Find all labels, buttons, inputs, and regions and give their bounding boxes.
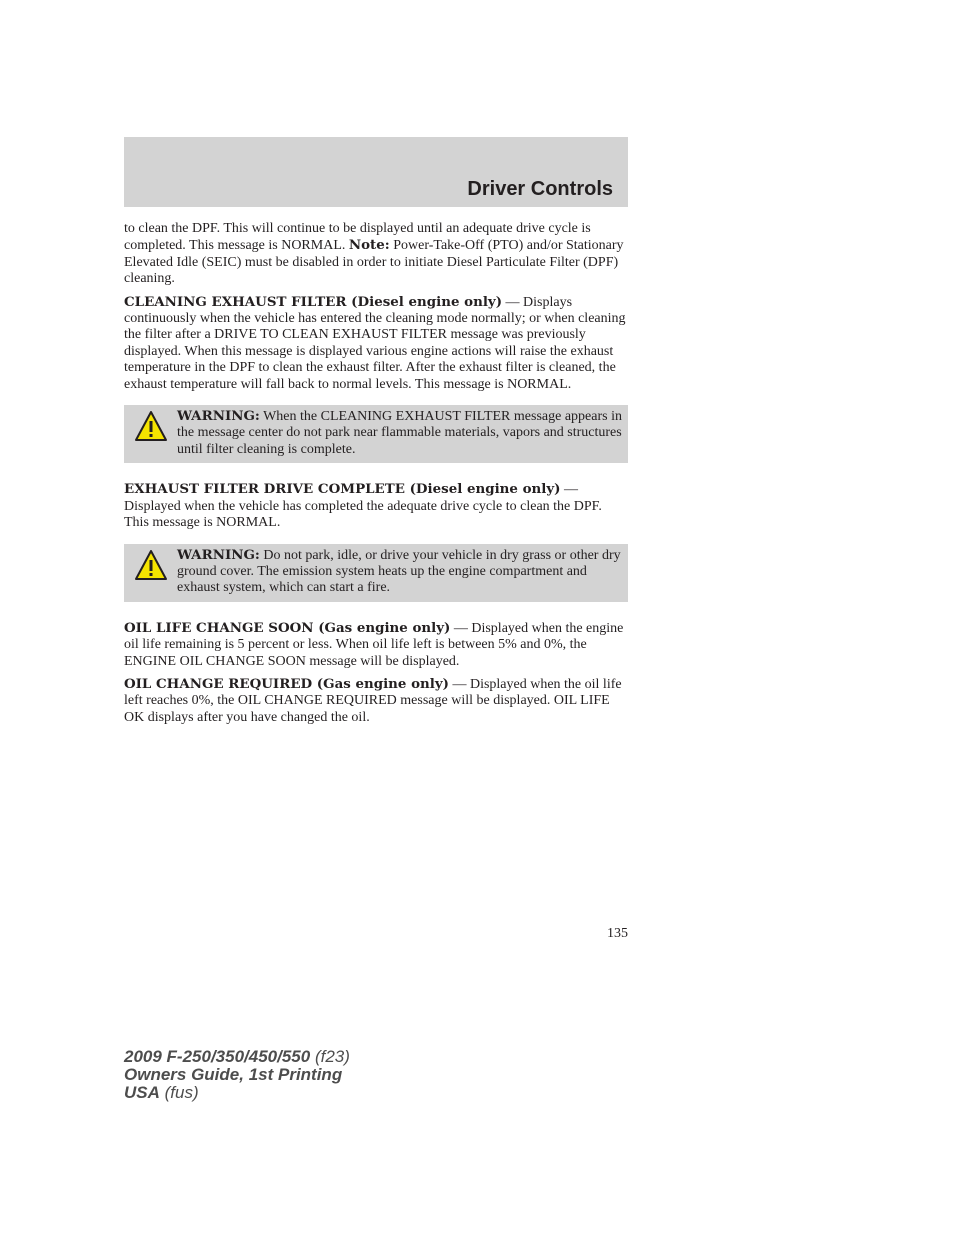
footer-model: 2009 F-250/350/450/550 [124,1047,311,1066]
paragraph-dpf-cleaning [124,221,628,288]
footer-line-guide [124,1066,350,1084]
message-description: — Displayed when the vehicle has completed the adequate drive cycle to clean the DPF. This message is NORMAL. [124,482,602,531]
section-title: Driver Controls [467,178,613,200]
footer-model-code: (f23) [310,1047,350,1066]
paragraph-exhaust-filter-drive-complete [124,481,628,531]
note-label: Note: [348,237,390,254]
warning-triangle-icon [134,549,168,583]
message-term: OIL CHANGE REQUIRED (Gas engine only) [124,675,449,692]
message-description: — Displays continuously when the vehicle has entered the cleaning mode normally; or when cleaning the filter after a DRIVE TO CLEAN EXHAUST FILTER message was previously displayed. When this message is displayed various engine actions will raise the exhaust temperature in the DPF to clean the exhaust filter. After the exhaust filter is cleaned, the exhaust temperature will fall back to normal levels. This message is NORMAL. [124,294,626,392]
page-number: 135 [607,926,628,941]
warning-label: WARNING: [177,546,260,563]
warning-message: When the CLEANING EXHAUST FILTER message appears in the message center do not park near flammable materials, vapors and structures until filter cleaning is complete. [177,409,622,457]
note-text: Power-Take-Off (PTO) and/or Stationary Elevated Idle (SEIC) must be disabled in order to initiate Diesel Particulate Filter (DPF) cleaning. [124,238,624,287]
section-header-band [124,137,628,207]
footer-region-code: (fus) [159,1083,199,1102]
paragraph-cleaning-exhaust-filter [124,294,628,393]
document-footer [124,1048,350,1102]
warning-label: WARNING: [177,408,260,425]
warning-message: Do not park, idle, or drive your vehicle in dry grass or other dry ground cover. The emission system heats up the engine compartment and exhaust system, which can start a fire. [177,547,621,596]
warning-text [130,547,622,597]
paragraph-text: to clean the DPF. This will continue to be displayed until an adequate drive cycle is completed. This message is NORMAL. [124,221,591,254]
message-description: — Displayed when the engine oil life remaining is 5 percent or less. When oil life left is between 5% and 0%, the ENGINE OIL CHANGE SOON message will be displayed. [124,620,624,669]
warning-text [130,408,622,458]
warning-triangle-icon [134,410,168,444]
paragraph-oil-life-change-soon [124,620,628,670]
message-term: EXHAUST FILTER DRIVE COMPLETE (Diesel engine only) [124,481,561,498]
message-term: OIL LIFE CHANGE SOON (Gas engine only) [124,619,451,636]
paragraph-oil-change-required [124,676,628,726]
warning-box-flammable [124,405,628,463]
page-content [124,221,628,732]
message-term: CLEANING EXHAUST FILTER (Diesel engine only) [124,293,503,310]
footer-line-region [124,1084,350,1102]
footer-region: USA [124,1083,160,1102]
footer-line-model [124,1048,350,1066]
message-description: — Displayed when the oil life left reaches 0%, the OIL CHANGE REQUIRED message will be displayed. OIL LIFE OK displays after you have changed the oil. [124,676,622,725]
footer-guide: Owners Guide, 1st Printing [124,1065,343,1084]
warning-box-dry-grass [124,544,628,602]
